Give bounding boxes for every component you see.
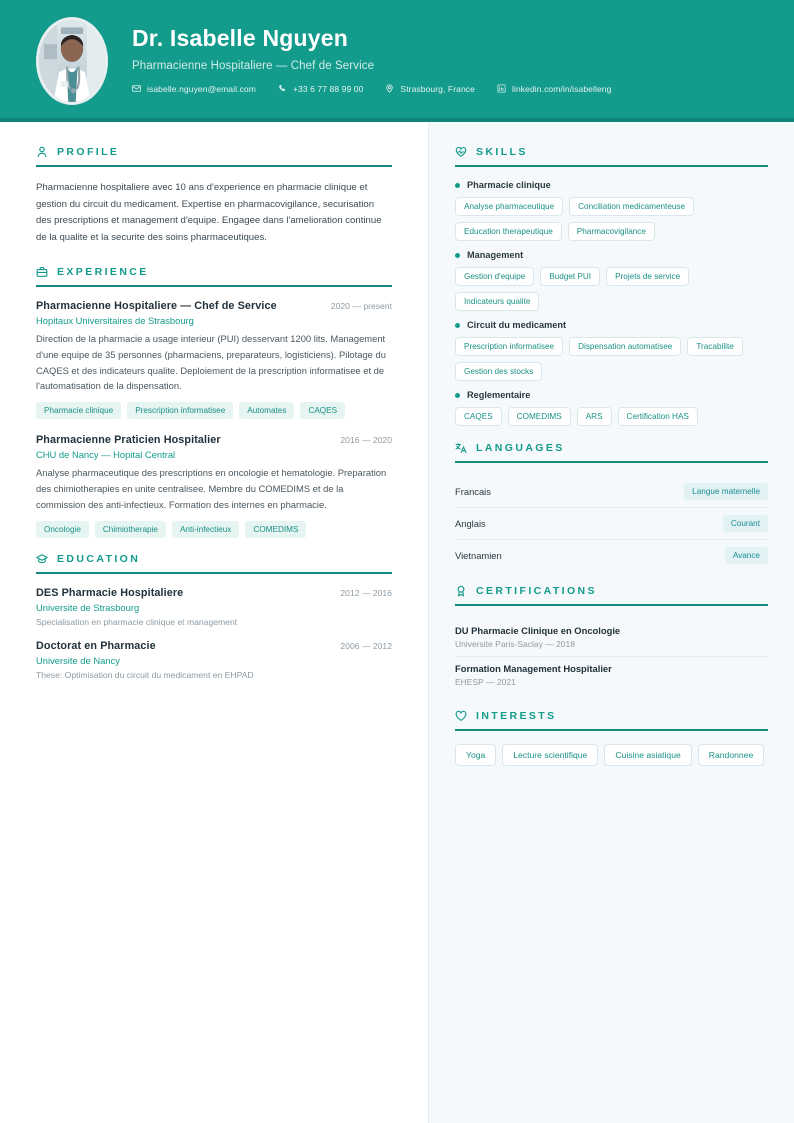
- education-entry-top: [36, 640, 392, 652]
- section-profile: [36, 146, 392, 246]
- skill-chips: [455, 337, 768, 381]
- section-interests-title: INTERESTS: [476, 710, 557, 722]
- section-profile-title: PROFILE: [57, 146, 120, 158]
- profile-summary: Pharmacienne hospitaliere avec 10 ans d'experience en pharmacie clinique et gestion du circuit du medicament. Expertise en pharmacovigilance, securisation des prescriptions et management d'equipe. Engagee dans l'amelioration continue de la qualite et la securite des soins pharmaceutiques.: [36, 182, 382, 243]
- education-title: DES Pharmacie Hospitaliere: [36, 586, 184, 599]
- section-certifications-head: [455, 585, 768, 604]
- skill-chip: Prescription informatisee: [455, 337, 563, 356]
- certification-item: [455, 619, 768, 657]
- header-text: [132, 26, 758, 95]
- graduation-cap-icon: [36, 553, 48, 565]
- education-entry-top: [36, 587, 392, 599]
- experience-org: Hopitaux Universitaires de Strasbourg: [36, 315, 194, 326]
- skill-chip: Education therapeutique: [455, 222, 562, 241]
- language-row: [455, 540, 768, 571]
- experience-description: Analyse pharmaceutique des prescriptions en oncologie et hematologie. Preparation des chimiotherapies en unite centralisee. Membre du COMEDIMS et de la commission des anti-infectieux. Formation des internes en pharmacie.: [36, 467, 387, 510]
- skill-group-head: [455, 390, 768, 400]
- phone-icon: [278, 84, 287, 93]
- experience-entry: [36, 300, 392, 419]
- skill-group-head: [455, 320, 768, 330]
- section-interests: [455, 710, 768, 766]
- section-education: [36, 553, 392, 680]
- award-ribbon-icon: [455, 585, 467, 597]
- translate-icon: [455, 442, 467, 454]
- bullet-dot-icon: [455, 323, 460, 328]
- skill-chip: Indicateurs qualite: [455, 292, 539, 311]
- experience-tags: [36, 402, 392, 419]
- skill-chip: Budget PUI: [540, 267, 600, 286]
- skill-group: [455, 180, 768, 241]
- experience-entry-top: [36, 300, 392, 312]
- experience-entry-top: [36, 434, 392, 446]
- heart-icon: [455, 710, 467, 722]
- section-experience-head: [36, 266, 392, 285]
- interest-chip: Lecture scientifique: [502, 744, 598, 766]
- skill-chip: Projets de service: [606, 267, 689, 286]
- section-education-title: EDUCATION: [57, 552, 141, 565]
- mail-icon: [132, 84, 141, 93]
- education-entry: [36, 587, 392, 627]
- contact-linkedin[interactable]: [497, 84, 611, 94]
- language-name: Francais: [455, 486, 491, 497]
- section-experience: [36, 266, 392, 538]
- skill-group-name: Pharmacie clinique: [467, 180, 551, 190]
- skill-chip: COMEDIMS: [508, 407, 571, 426]
- skill-group-head: [455, 250, 768, 260]
- skill-chip: Gestion d'equipe: [455, 267, 534, 286]
- skill-chip: Gestion des stocks: [455, 362, 542, 381]
- skill-chip: Analyse pharmaceutique: [455, 197, 563, 216]
- interest-chip: Randonnee: [698, 744, 764, 766]
- skill-chips: [455, 267, 768, 311]
- experience-tag: Chimiotherapie: [95, 521, 166, 538]
- section-certifications: [455, 585, 768, 694]
- location-pin-icon: [385, 84, 394, 93]
- section-divider: [36, 285, 392, 287]
- bullet-dot-icon: [455, 393, 460, 398]
- certification-name: Formation Management Hospitalier: [455, 663, 612, 674]
- education-org: Universite de Strasbourg: [36, 601, 140, 613]
- section-profile-head: [36, 146, 392, 165]
- section-languages: [455, 442, 768, 571]
- person-role: Pharmacienne Hospitaliere — Chef de Service: [132, 59, 375, 72]
- skill-chips: [455, 197, 768, 241]
- education-title: Doctorat en Pharmacie: [36, 639, 156, 652]
- briefcase-icon: [36, 266, 48, 278]
- bullet-dot-icon: [455, 183, 460, 188]
- language-row: [455, 476, 768, 508]
- education-date: 2006 — 2012: [340, 640, 392, 651]
- certification-meta: Universite Paris-Saclay — 2018: [455, 639, 575, 649]
- education-entry: [36, 640, 392, 680]
- skill-group-name: Reglementaire: [467, 390, 531, 400]
- experience-tag: Pharmacie clinique: [36, 402, 121, 419]
- heart-pulse-icon: [455, 146, 467, 158]
- section-divider: [455, 461, 768, 463]
- interest-chips: [455, 744, 768, 766]
- experience-date: 2020 — present: [330, 301, 392, 311]
- language-level-badge: Avance: [725, 547, 768, 564]
- skill-chip: Tracabilite: [687, 337, 742, 356]
- skill-chip: Pharmacovigilance: [568, 222, 655, 241]
- language-level-badge: Langue maternelle: [684, 483, 768, 500]
- contact-location-text: Strasbourg, France: [400, 83, 475, 94]
- language-name: Vietnamien: [455, 550, 502, 561]
- experience-tag: Prescription informatisee: [127, 402, 233, 419]
- skill-chip: Conciliation medicamenteuse: [569, 197, 694, 216]
- contact-linkedin-text: linkedin.com/in/isabelleng: [511, 83, 612, 94]
- section-divider: [36, 165, 392, 167]
- person-icon: [36, 146, 48, 158]
- left-column: [0, 122, 428, 1123]
- experience-entry: [36, 434, 392, 537]
- education-note: Specialisation en pharmacie clinique et management: [36, 616, 238, 627]
- avatar-photo: [39, 20, 105, 102]
- section-divider: [455, 729, 768, 731]
- section-languages-head: [455, 442, 768, 461]
- language-name: Anglais: [455, 518, 486, 529]
- skill-chip: Certification HAS: [618, 407, 698, 426]
- contact-phone-text: +33 6 77 88 99 00: [292, 83, 364, 94]
- section-experience-title: EXPERIENCE: [57, 266, 149, 278]
- education-note: These: Optimisation du circuit du medicament en EHPAD: [36, 669, 254, 680]
- experience-org: CHU de Nancy — Hopital Central: [36, 449, 176, 461]
- section-skills-title: SKILLS: [476, 146, 528, 158]
- contact-email[interactable]: [132, 84, 256, 94]
- experience-title: Pharmacienne Hospitaliere — Chef de Service: [36, 300, 277, 312]
- education-org: Universite de Nancy: [36, 654, 120, 666]
- experience-tag: Anti-infectieux: [172, 521, 239, 538]
- contact-location: [385, 84, 475, 94]
- contact-phone[interactable]: [278, 84, 363, 94]
- contact-row: [132, 84, 758, 94]
- experience-date: 2016 — 2020: [340, 435, 392, 446]
- skill-chip: Dispensation automatisee: [569, 337, 681, 356]
- resume-header: [0, 0, 794, 122]
- contact-email-text: isabelle.nguyen@email.com: [147, 83, 256, 94]
- skill-group-name: Circuit du medicament: [467, 320, 567, 330]
- experience-tag: COMEDIMS: [245, 521, 306, 538]
- experience-tag: Automates: [239, 402, 294, 419]
- linkedin-icon: [497, 84, 506, 93]
- resume-body: [0, 122, 794, 1123]
- right-column: [428, 122, 794, 1123]
- section-skills-head: [455, 146, 768, 165]
- skill-group: [455, 320, 768, 381]
- section-interests-head: [455, 710, 768, 729]
- interest-chip: Cuisine asiatique: [604, 744, 691, 766]
- avatar: [36, 17, 108, 105]
- language-level-badge: Courant: [723, 515, 768, 532]
- skill-chips: [455, 407, 768, 426]
- experience-tags: [36, 521, 392, 538]
- skill-group: [455, 250, 768, 311]
- section-divider: [455, 604, 768, 606]
- certification-item: [455, 657, 768, 694]
- skill-group: [455, 390, 768, 426]
- section-divider: [455, 165, 768, 167]
- section-divider: [36, 572, 392, 574]
- section-skills: [455, 146, 768, 426]
- education-date: 2012 — 2016: [340, 587, 392, 598]
- section-languages-title: LANGUAGES: [476, 442, 565, 454]
- language-row: [455, 508, 768, 540]
- experience-description: Direction de la pharmacie a usage interieur (PUI) desservant 1200 lits. Management d'une equipe de 35 personnes (pharmaciens, preparateurs, logisticiens). Pilotage du CAQES et des indicateurs qualite. Deploiement de la prescription informatisee et de l'automatisation de la dispensation.: [36, 333, 386, 392]
- skill-group-head: [455, 180, 768, 190]
- section-certifications-title: CERTIFICATIONS: [476, 585, 597, 597]
- experience-tag: CAQES: [300, 402, 345, 419]
- certification-name: DU Pharmacie Clinique en Oncologie: [455, 625, 621, 636]
- skill-group-name: Management: [467, 250, 524, 260]
- certification-meta: EHESP — 2021: [455, 677, 516, 687]
- interest-chip: Yoga: [455, 744, 496, 766]
- section-education-head: [36, 553, 392, 572]
- skill-chip: ARS: [577, 407, 612, 426]
- person-name: Dr. Isabelle Nguyen: [132, 25, 348, 52]
- experience-title: Pharmacienne Praticien Hospitalier: [36, 434, 221, 447]
- experience-tag: Oncologie: [36, 521, 89, 538]
- skill-chip: CAQES: [455, 407, 502, 426]
- bullet-dot-icon: [455, 253, 460, 258]
